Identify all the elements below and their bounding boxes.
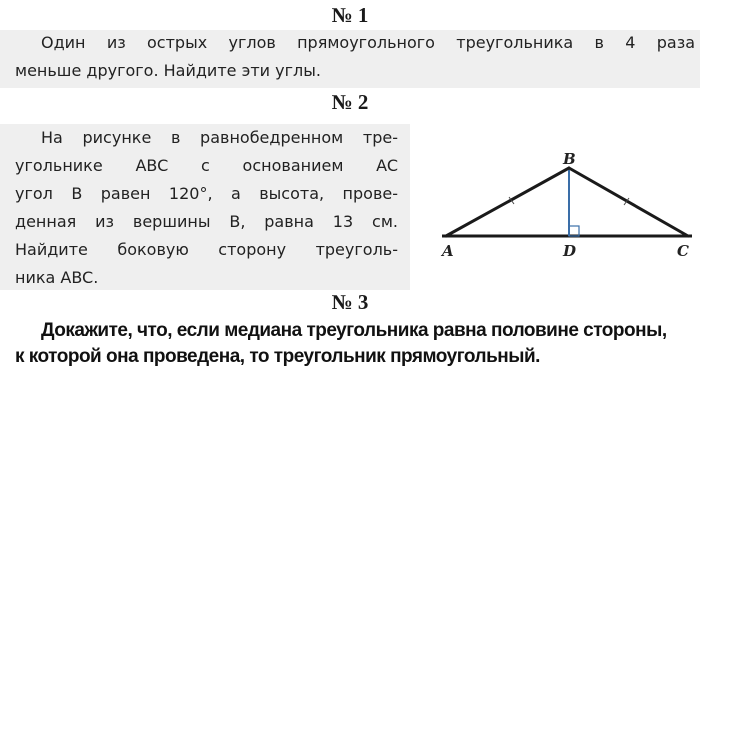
triangle-figure xyxy=(436,146,706,266)
task2-text xyxy=(15,124,398,292)
side-ab xyxy=(446,168,569,236)
task3-line: к которой она проведена, то треугольник прямоугольный. xyxy=(15,346,540,367)
task2-number: № 2 xyxy=(331,90,369,114)
task1-line: меньше другого. Найдите эти углы. xyxy=(15,61,321,80)
task1-line: Один из острых углов прямоугольного треугольника в 4 раза xyxy=(41,33,695,52)
label-b: B xyxy=(563,150,576,168)
task2-line: ника ABC. xyxy=(15,268,99,287)
label-a: A xyxy=(442,242,454,260)
task3-text xyxy=(15,318,740,370)
task2-line: угол B равен 120°, а высота, прове- xyxy=(15,184,398,203)
task3-number: № 3 xyxy=(331,290,369,314)
label-c: C xyxy=(677,242,689,260)
task2-line: угольнике ABC с основанием AC xyxy=(15,156,398,175)
triangle-abc xyxy=(442,168,692,236)
task3-line: Докажите, что, если медиана треугольника равна половине стороны, xyxy=(41,320,667,341)
side-bc xyxy=(569,168,688,236)
task1-text xyxy=(15,29,695,85)
label-d: D xyxy=(563,242,577,260)
task2-line: денная из вершины B, равна 13 см. xyxy=(15,212,398,231)
task1-number: № 1 xyxy=(331,3,369,27)
task2-line: Найдите боковую сторону треуголь- xyxy=(15,240,398,259)
task2-line: На рисунке в равнобедренном тре- xyxy=(41,128,398,147)
